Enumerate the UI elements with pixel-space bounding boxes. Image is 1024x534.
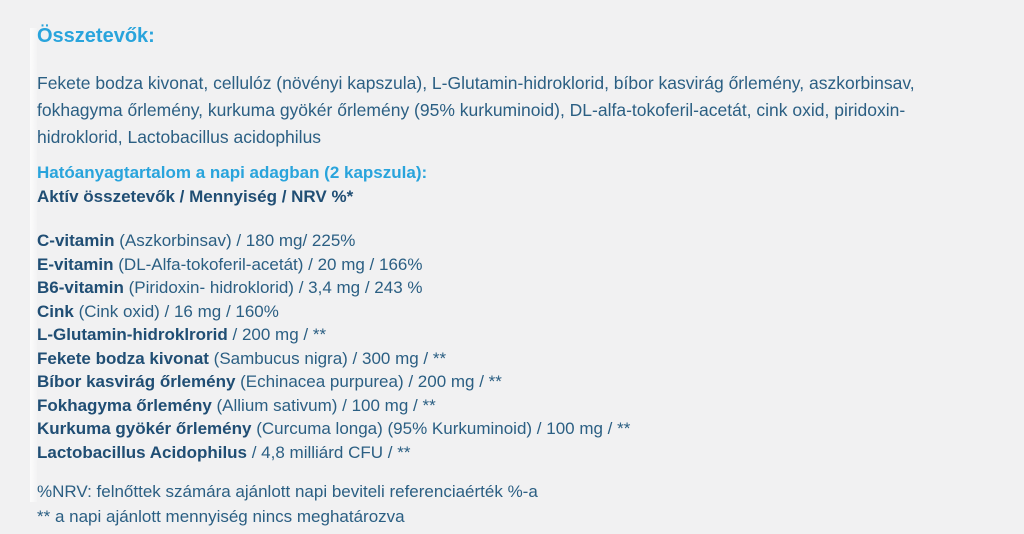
footnote-nrv: %NRV: felnőttek számára ajánlott napi beviteli referenciaérték %-a — [37, 482, 538, 501]
ingredient-details: (Aszkorbinsav) / 180 mg/ 225% — [114, 231, 356, 250]
left-edge-strip — [30, 28, 37, 502]
footnotes — [37, 479, 989, 529]
ingredient-item — [37, 417, 989, 441]
ingredient-name: Bíbor kasvirág őrlemény — [37, 372, 236, 391]
ingredient-list — [37, 229, 989, 464]
ingredient-name: Cink — [37, 301, 74, 321]
ingredient-item — [37, 276, 989, 300]
ingredient-name: E-vitamin — [37, 254, 114, 274]
ingredient-item — [37, 441, 989, 465]
ingredient-details: (Cink oxid) / 16 mg / 160% — [73, 301, 279, 321]
ingredient-item — [37, 370, 989, 394]
ingredient-details: (DL-Alfa-tokoferil-acetát) / 20 mg / 166% — [113, 254, 423, 274]
ingredient-name: Fokhagyma őrlemény — [37, 395, 212, 415]
ingredient-item — [37, 229, 989, 253]
ingredient-name: Fekete bodza kivonat — [37, 348, 209, 368]
ingredient-item — [37, 323, 989, 347]
section-title: Összetevők: — [37, 25, 155, 47]
ingredient-item — [37, 394, 989, 418]
ingredient-name: B6-vitamin — [37, 278, 124, 297]
ingredient-name: L-Glutamin-hidroklrorid — [37, 325, 228, 344]
footnote-asterisks: ** a napi ajánlott mennyiség nincs meghatározva — [37, 507, 405, 526]
ingredient-item — [37, 300, 989, 324]
ingredient-details: (Piridoxin- hidroklorid) / 3,4 mg / 243 % — [123, 278, 423, 297]
ingredient-details: (Echinacea purpurea) / 200 mg / ** — [235, 372, 502, 391]
ingredient-details: / 4,8 milliárd CFU / ** — [247, 442, 411, 462]
ingredient-details: (Allium sativum) / 100 mg / ** — [211, 395, 436, 415]
ingredient-item — [37, 347, 989, 371]
ingredient-name: C-vitamin — [37, 231, 115, 250]
ingredients-paragraph: Fekete bodza kivonat, cellulóz (növényi kapszula), L-Glutamin-hidroklorid, bíbor kasvirág őrlemény, aszkorbinsav, fokhagyma őrlemény, kurkuma gyökér őrlemény (95% kurkuminoid), DL-alfa-tokoferil-acetát, cink oxid, piridoxin- hidroklorid, Lactobacillus acidophilus — [37, 73, 915, 147]
ingredient-details: / 200 mg / ** — [227, 325, 327, 344]
ingredient-name: Lactobacillus Acidophilus — [37, 442, 248, 462]
ingredient-details: (Curcuma longa) (95% Kurkuminoid) / 100 mg / ** — [251, 419, 631, 438]
ingredient-name: Kurkuma gyökér őrlemény — [37, 419, 252, 438]
columns-header: Aktív összetevők / Mennyiség / NRV %* — [37, 187, 354, 206]
ingredient-details: (Sambucus nigra) / 300 mg / ** — [208, 348, 447, 368]
ingredient-item — [37, 253, 989, 277]
dosage-heading: Hatóanyagtartalom a napi adagban (2 kapszula): — [37, 163, 428, 182]
ingredients-section — [37, 24, 989, 529]
